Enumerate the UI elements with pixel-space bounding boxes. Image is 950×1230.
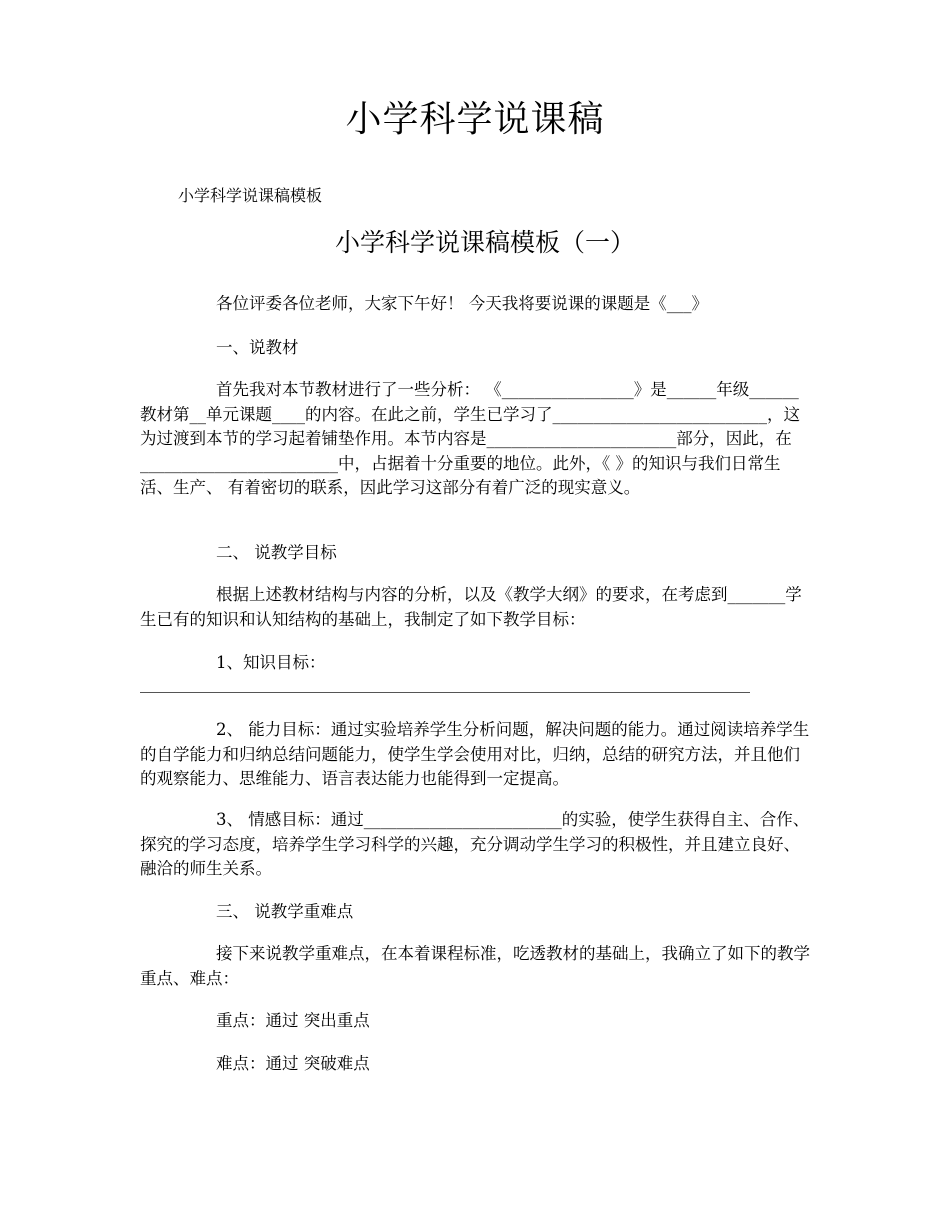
section-label: 小学科学说课稿模板 (178, 186, 323, 205)
textbook-analysis-paragraph: 首先我对本节教材进行了一些分析： 《________________》是______年级______教材第__单元课题____的内容。在此之前，学生已学习了__________________________，这为过渡到本节的学习起着铺垫作用。本节内容是_______________________部分，因此，在________________________中，占据着十分重要的地位。此外，《 》的知识与我们日常生活、生产、 有着密切的联系，因此学习这部分有着广泛的现实意义。 (140, 380, 800, 497)
difficult-point-item: 难点：通过 突破难点 (216, 1054, 370, 1073)
ability-goal-paragraph: 2、 能力目标：通过实验培养学生分析问题，解决问题的能力。通过阅读培养学生的自学能力和归纳总结问题能力，使学生学会使用对比，归纳，总结的研究方法，并且他们的观察能力、思维能力、语言表达能力也能得到一定提高。 (140, 720, 810, 788)
heading-textbook: 一、说教材 (216, 338, 299, 357)
document-subtitle: 小学科学说课稿模板（一） (334, 228, 635, 257)
key-point-item: 重点：通过 突出重点 (216, 1011, 370, 1030)
heading-key-points: 三、 说教学重难点 (216, 902, 354, 921)
greeting-paragraph: 各位评委各位老师，大家下午好！ 今天我将要说课的课题是《___》 (216, 294, 708, 313)
goals-intro-paragraph: 根据上述教材结构与内容的分析，以及《教学大纲》的要求，在考虑到_______学生已有的知识和认知结构的基础上，我制定了如下教学目标： (140, 585, 802, 629)
blank-answer-line (140, 692, 750, 693)
key-points-intro-paragraph: 接下来说教学重难点，在本着课程标准，吃透教材的基础上，我确立了如下的教学重点、难点： (140, 944, 810, 988)
heading-teaching-goals: 二、 说教学目标 (216, 543, 337, 562)
emotion-goal-paragraph: 3、 情感目标：通过________________________的实验，使学生获得自主、合作、探究的学习态度，培养学生学习科学的兴趣，充分调动学生学习的积极性，并且建立良好、融洽的师生关系。 (140, 810, 810, 878)
knowledge-goal-item: 1、知识目标： (216, 653, 326, 672)
document-title: 小学科学说课稿 (345, 99, 605, 140)
